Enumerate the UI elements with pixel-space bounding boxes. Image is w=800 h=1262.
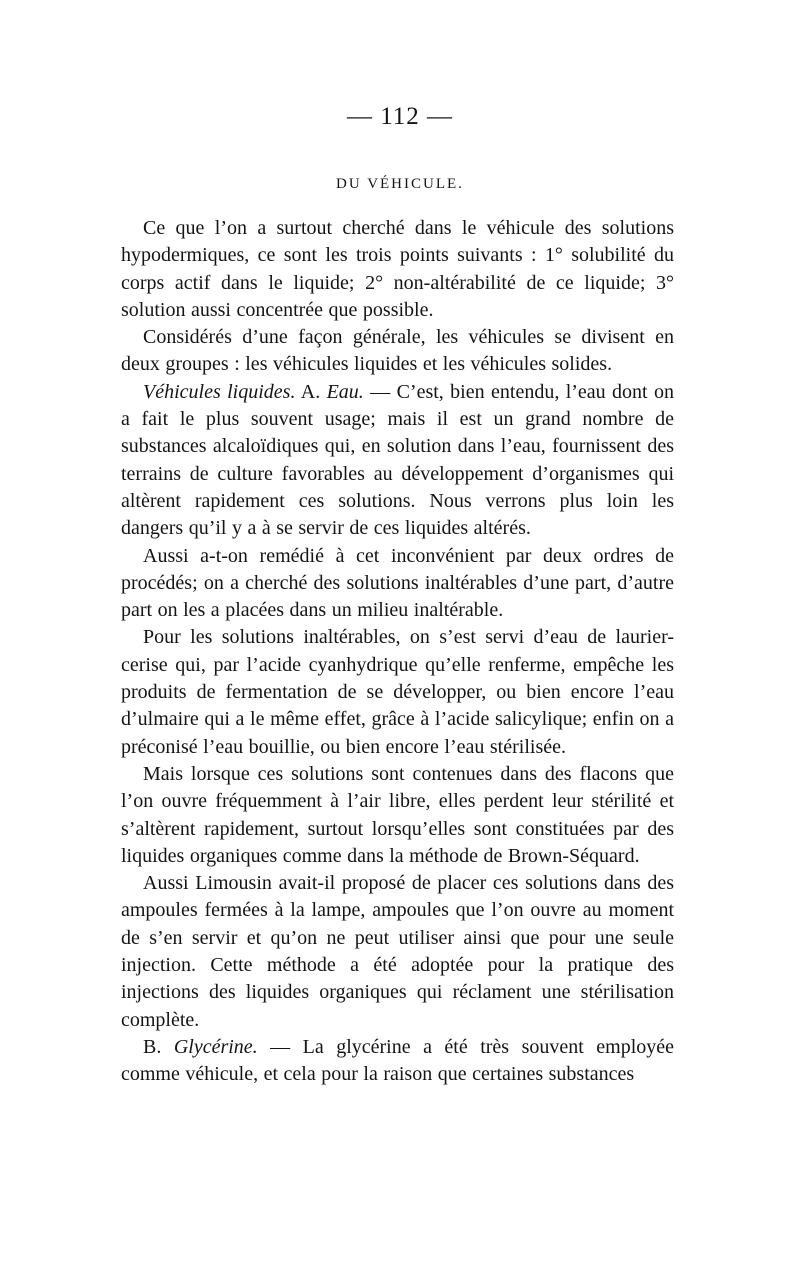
- paragraph-8: [121, 1034, 674, 1089]
- subsection-heading-glycerine: Glycérine.: [173, 1035, 258, 1058]
- subsection-heading-eau: Eau.: [326, 380, 364, 403]
- running-head: DU VÉHICULE.: [336, 176, 464, 192]
- paragraph-4-text: Aussi a-t-on remédié à cet inconvénient par deux ordres de procédés; on a cherché des solutions inaltérables d’une part, d’autre part on les a placées dans un milieu inaltérable.: [121, 544, 674, 622]
- paragraph-7-text: Aussi Limousin avait-il proposé de placer ces solutions dans des ampoules fermées à la lampe, ampoules que l’on ouvre au moment de s’en servir et qu’on ne peut utiliser ainsi que pour une seule injection. Cette méthode a été adoptée pour la pratique des injections des liquides organiques qui réclament une stérilisation complète.: [121, 872, 674, 1031]
- paragraph-3: [121, 379, 674, 543]
- paragraph-2-text: Considérés d’une façon générale, les véhicules se divisent en deux groupes : les véhicules liquides et les véhicules solides.: [121, 326, 674, 376]
- section-letter-b: B.: [143, 1035, 174, 1058]
- paragraph-1: [121, 215, 674, 324]
- paragraph-7: [121, 870, 674, 1034]
- paragraph-4: [121, 543, 674, 625]
- paragraph-6: [121, 761, 674, 870]
- paragraph-1-text: Ce que l’on a surtout cherché dans le véhicule des solutions hypodermiques, ce sont les trois points suivants : 1° solubilité du corps actif dans le liquide; 2° non-altérabilité de ce liquide; 3° solution aussi concentrée que possible.: [121, 217, 674, 321]
- paragraph-6-text: Mais lorsque ces solutions sont contenues dans des flacons que l’on ouvre fréquemment à l’air libre, elles perdent leur stérilité et s’altèrent rapidement, surtout lorsqu’elles sont constituées par des liquides organiques comme dans la méthode de Brown-Séquard.: [121, 762, 674, 867]
- body-text: [121, 215, 674, 1089]
- paragraph-5: [121, 624, 674, 760]
- paragraph-5-text: Pour les solutions inaltérables, on s’est servi d’eau de laurier-cerise qui, par l’acide cyanhydrique qu’elle renferme, empêche les produits de fermentation de se développer, ou bien encore l’eau d’ulmaire qui a le même effet, grâce à l’acide salicylique; enfin on a préconisé l’eau bouillie, ou bien encore l’eau stérilisée.: [121, 626, 674, 758]
- page-number: — 112 —: [346, 103, 454, 130]
- paragraph-2: [121, 324, 674, 379]
- paragraph-3-text: — C’est, bien entendu, l’eau dont on a fait le plus souvent usage; mais il est un grand nombre de substances alcaloïdiques qui, en solution dans l’eau, fournissent des terrains de culture favorables au développement d’organismes qui altèrent rapidement ces solutions. Nous verrons plus loin les dangers qu’il y a à se servir de ces liquides altérés.: [121, 380, 675, 540]
- section-letter-a: A.: [295, 380, 327, 403]
- paragraph-8-text: — La glycérine a été très souvent employée comme véhicule, et cela pour la raison que certaines substances: [121, 1035, 675, 1086]
- section-heading-vehicules-liquides: Véhicules liquides.: [143, 380, 296, 403]
